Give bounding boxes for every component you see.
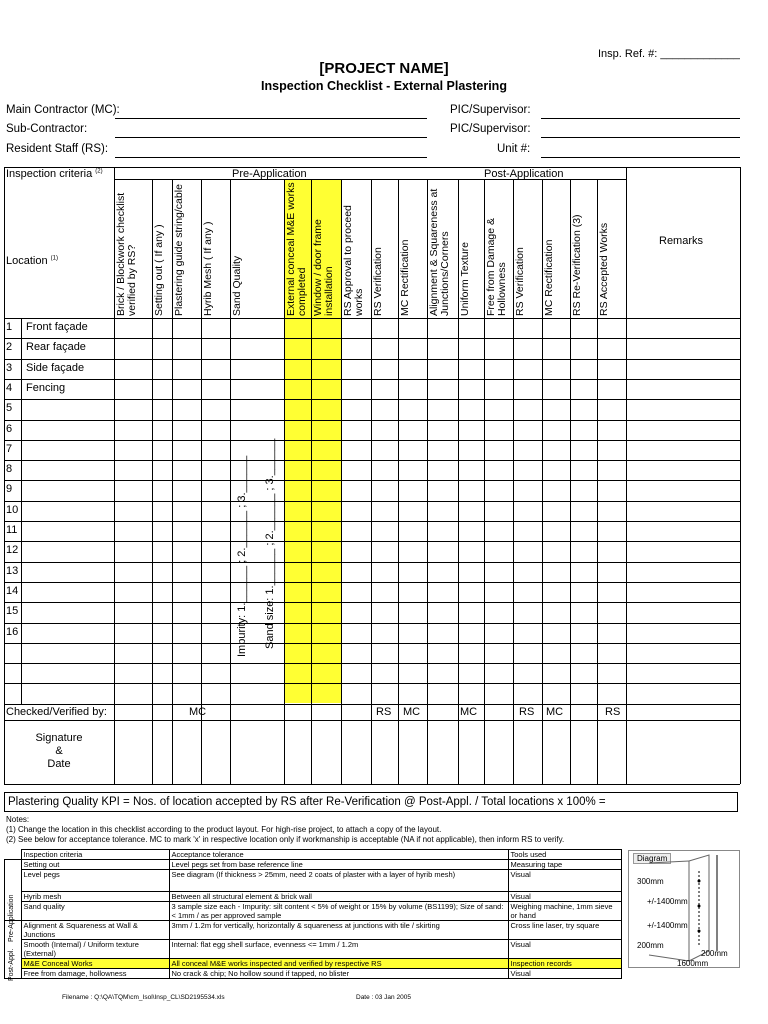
main-contractor-label: Main Contractor (MC): [6, 104, 120, 116]
table-row [5, 860, 622, 870]
column-header: External conceal M&E works completed [285, 182, 308, 316]
row-number: 6 [6, 422, 13, 435]
grid-hline [4, 663, 740, 664]
footer-filename: Filename : Q:\QA\TQM\cm_Isol\Insp_CL\SD2195534.xls [62, 994, 225, 1001]
rs-sign-label-2: RS [519, 706, 535, 718]
tol-cell: All conceal M&E works inspected and verified by respective RS [169, 959, 508, 969]
column-header: RS Accepted Works [598, 222, 610, 316]
tol-cell: Measuring tape [508, 860, 621, 870]
grid-vline [152, 179, 153, 784]
grid-hline [4, 338, 740, 339]
inspection-grid [4, 167, 740, 785]
row-number: 7 [6, 442, 13, 455]
row-number: 5 [6, 402, 13, 415]
page-title: [PROJECT NAME] [319, 60, 449, 77]
column-header: RS Verification [372, 247, 384, 316]
note-2: (2) See below for acceptance tolerance. MC to mark 'x' in respective location only if workmanship is acceptable (NA if not applicable), then inform RS to verify. [6, 835, 565, 844]
dim-label: 300mm [637, 877, 664, 886]
mc-sign-label-2: MC [403, 706, 421, 718]
note-1: (1) Change the location in this checklist according to the product layout. For high-rise project, to attach a copy of the layout. [6, 825, 442, 834]
diagram-label: Diagram [633, 853, 671, 864]
grid-vline [427, 179, 428, 784]
mc-sign-label: MC [189, 706, 207, 718]
grid-hline [4, 541, 740, 542]
grid-vline [398, 179, 399, 784]
post-appl-side-label: Post-Appl. [8, 948, 15, 981]
tol-cell: Level pegs set from base reference line [169, 860, 508, 870]
grid-hline [4, 318, 740, 319]
grid-hline [4, 602, 740, 603]
tol-cell: See diagram (If thickness > 25mm, need 2 coats of plaster with a layer of hyrib mesh) [169, 870, 508, 892]
column-header: Hyrib Mesh ( If any ) [202, 221, 214, 316]
grid-vline [172, 179, 173, 784]
grid-vline [114, 167, 115, 784]
sub-contractor-field[interactable] [115, 137, 427, 138]
column-header: RS Re-Verification (3) [571, 214, 583, 316]
column-header: MC Rectification [543, 239, 555, 316]
grid-hline [4, 167, 740, 168]
grid-hline [4, 460, 740, 461]
grid-vline [311, 179, 312, 784]
table-row [5, 892, 622, 902]
grid-vline [740, 167, 741, 784]
tol-cell: Smooth (Internal) / Uniform texture (External) [21, 940, 169, 959]
grid-hline [4, 784, 740, 785]
tol-cell: Visual [508, 940, 621, 959]
footer-date: Date : 03 Jan 2005 [356, 994, 411, 1001]
tol-cell: Weighing machine, 1mm sieve or hand [508, 902, 621, 921]
grid-hline [4, 643, 740, 644]
tol-cell: Visual [508, 870, 621, 892]
grid-vline [513, 179, 514, 784]
pic1-label: PIC/Supervisor: [450, 104, 531, 116]
grid-hline [114, 179, 626, 180]
row-number: 9 [6, 483, 13, 496]
row-number: 12 [6, 544, 19, 557]
grid-hline [4, 521, 740, 522]
row-number: 10 [6, 503, 19, 516]
tol-cell: 3 sample size each - Impurity: silt content < 5% of weight or 15% by volume (BS1199); Size of sand: < 1mm / as per approved sample [169, 902, 508, 921]
tol-cell: Internal: flat egg shell surface, evenness <= 1mm / 1.2m [169, 940, 508, 959]
tol-cell: No crack & chip; No hollow sound if tapped, no blister [169, 969, 508, 979]
insp-ref: Insp. Ref. #: _____________ [598, 48, 740, 60]
location-name[interactable]: Rear façade [26, 341, 86, 354]
row-number: 15 [6, 605, 19, 618]
mc-sign-label-3: MC [460, 706, 478, 718]
row-number: 2 [6, 341, 13, 354]
row-number: 16 [6, 625, 19, 638]
grid-hline [4, 480, 740, 481]
location-name[interactable]: Fencing [26, 381, 66, 394]
tol-cell: M&E Conceal Works [21, 959, 169, 969]
grid-hline [4, 440, 740, 441]
row-number-divider [21, 318, 22, 704]
unit-label: Unit #: [497, 143, 531, 155]
dim-label: 200mm [701, 949, 728, 958]
rs-sign-label: RS [376, 706, 392, 718]
impurity-text: Impurity: 1.______ ; 2.______ ; 3.______ [236, 455, 248, 657]
dim-label: 1600mm [677, 959, 709, 968]
grid-vline [341, 179, 342, 784]
sand-size-text: Sand size: 1.______ ; 2.______ ; 3.______ [264, 438, 276, 649]
grid-hline [4, 704, 740, 705]
grid-vline [626, 167, 627, 784]
dim-label: +/-1400mm [647, 921, 688, 930]
tol-cell: Between all structural element & brick wall [169, 892, 508, 902]
tol-cell: Cross line laser, try square [508, 921, 621, 940]
grid-vline [201, 179, 202, 784]
location-name[interactable]: Front façade [26, 321, 88, 333]
tol-cell: Visual [508, 969, 621, 979]
tol-cell: Inspection records [508, 959, 621, 969]
notes-heading: Notes: [6, 815, 30, 824]
dim-label: +/-1400mm [647, 897, 688, 906]
table-row [5, 940, 622, 959]
tol-cell: Level pegs [21, 870, 169, 892]
pic1-field[interactable] [541, 118, 740, 119]
column-header: MC Rectification [399, 239, 411, 316]
remarks-label: Remarks [659, 235, 704, 247]
table-row [5, 870, 622, 892]
pic2-label: PIC/Supervisor: [450, 123, 531, 135]
tol-cell: Free from damage, hollowness [21, 969, 169, 979]
grid-vline [4, 167, 5, 784]
grid-vline [570, 179, 571, 784]
grid-hline [4, 379, 740, 380]
column-header: Sand Quality [231, 255, 243, 316]
tol-cell: Setting out [21, 860, 169, 870]
grid-vline [597, 179, 598, 784]
grid-hline [4, 683, 740, 684]
tol-cell: Alignment & Squareness at Wall & Junctions [21, 921, 169, 940]
grid-hline [4, 562, 740, 563]
row-number: 4 [6, 381, 13, 394]
signature-date-label: Signature & Date [35, 732, 83, 770]
tol-header: Tools used [508, 850, 621, 860]
tol-cell: 3mm / 1.2m for vertically, horizontally & squareness at junctions with tile / skirting [169, 921, 508, 940]
post-application-label: Post-Application [484, 168, 564, 180]
table-row [5, 921, 622, 940]
unit-field[interactable] [541, 157, 740, 158]
row-number: 14 [6, 584, 19, 597]
page-subtitle: Inspection Checklist - External Plastering [261, 79, 507, 93]
column-header: Setting out ( If any ) [153, 224, 165, 316]
mc-sign-label-4: MC [546, 706, 564, 718]
inspection-criteria-label: Inspection criteria $^{(2)}$ [6, 168, 103, 180]
column-header: Uniform Texture [459, 242, 471, 316]
row-number: 11 [6, 524, 18, 536]
tol-header: Inspection criteria [21, 850, 169, 860]
grid-hline [4, 399, 740, 400]
column-header: Alignment & Squareness at Junctions/Corners [428, 188, 451, 316]
rs-sign-label-3: RS [605, 706, 621, 718]
grid-vline [484, 179, 485, 784]
grid-vline [458, 179, 459, 784]
grid-vline [284, 179, 285, 784]
column-header: RS Verification [514, 247, 526, 316]
location-name[interactable]: Side façade [26, 361, 85, 374]
pic2-field[interactable] [541, 137, 740, 138]
grid-hline [4, 582, 740, 583]
table-row [5, 902, 622, 921]
column-header: Brick / Blockwork checklist verified by RS? [115, 192, 138, 316]
notes [6, 815, 564, 845]
table-row [5, 959, 622, 969]
grid-hline [4, 420, 740, 421]
tol-cell: Sand quality [21, 902, 169, 921]
resident-staff-field[interactable] [115, 157, 427, 158]
grid-vline [230, 179, 231, 784]
column-header: RS Approval to proceed works [342, 205, 365, 316]
row-number: 1 [6, 321, 13, 333]
row-number: 8 [6, 463, 13, 476]
resident-staff-label: Resident Staff (RS): [6, 143, 109, 155]
kpi-row: Plastering Quality KPI = Nos. of location accepted by RS after Re-Verification @ Post-Appl. / Total locations x 100% = [4, 792, 738, 812]
main-contractor-field[interactable] [115, 118, 427, 119]
grid-hline [4, 359, 740, 360]
grid-hline [4, 623, 740, 624]
grid-hline [4, 720, 740, 721]
grid-vline [542, 179, 543, 784]
tolerance-table [4, 849, 622, 979]
table-row [5, 969, 622, 979]
checked-by-label: Checked/Verified by: [6, 706, 107, 718]
plaster-diagram [628, 850, 740, 968]
row-number: 3 [6, 361, 13, 374]
tol-header: Acceptance tolerance [169, 850, 508, 860]
tol-cell: Hyrib mesh [21, 892, 169, 902]
sub-contractor-label: Sub-Contractor: [6, 123, 88, 135]
column-header: Plastering guide string/cable [173, 184, 185, 316]
pre-appl-side-label: Pre-Application [8, 894, 15, 942]
grid-vline [371, 179, 372, 784]
column-header: Free from Damage & Hollowness [485, 217, 508, 316]
tol-cell: Visual [508, 892, 621, 902]
grid-hline [4, 501, 740, 502]
location-label: Location $^{(1)}$ [6, 255, 58, 267]
pre-application-label: Pre-Application [232, 168, 307, 180]
dim-label: 200mm [637, 941, 664, 950]
row-number: 13 [6, 564, 19, 577]
column-header: Window / door frame installation [312, 219, 335, 316]
